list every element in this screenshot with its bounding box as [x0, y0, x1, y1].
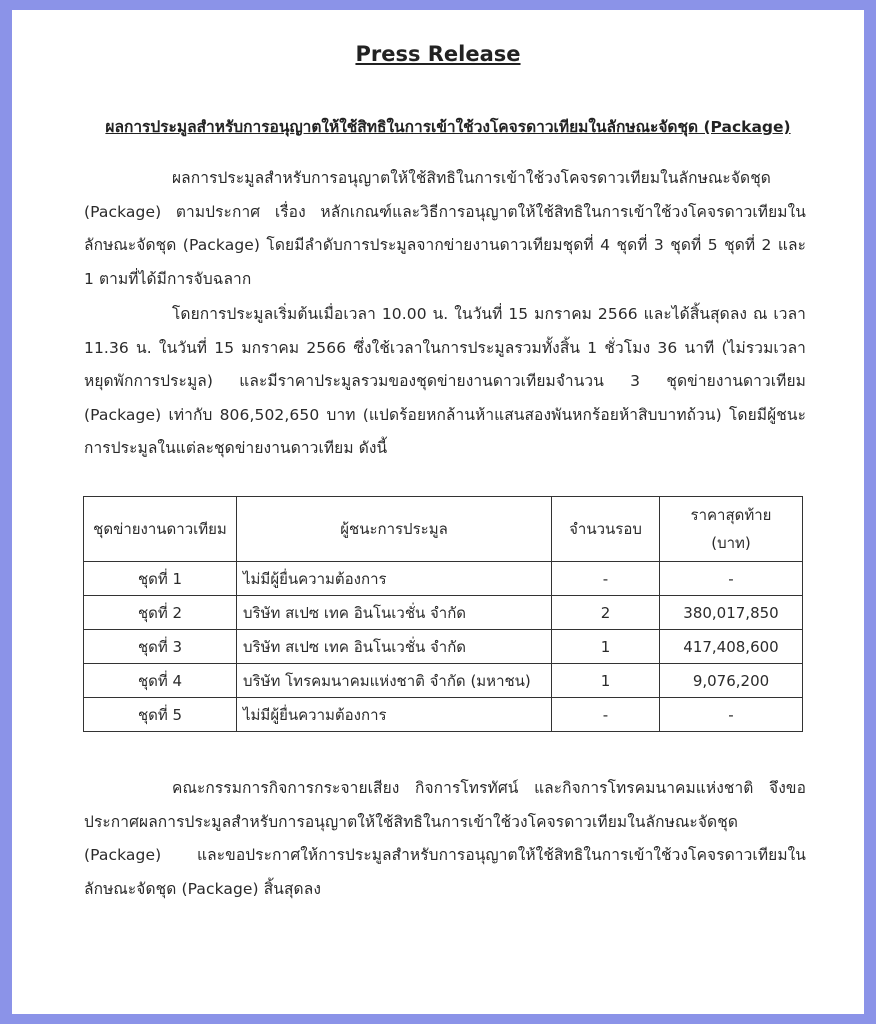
cell-price: 9,076,200	[660, 664, 803, 698]
table-row	[84, 698, 803, 732]
cell-winner: บริษัท โทรคมนาคมแห่งชาติ จำกัด (มหาชน)	[237, 664, 552, 698]
header-price-line2: (บาท)	[711, 534, 751, 552]
paragraph-auction-details: โดยการประมูลเริ่มต้นเมื่อเวลา 10.00 น. ในวันที่ 15 มกราคม 2566 และได้สิ้นสุดลง ณ เวลา 11.36 น. ในวันที่ 15 มกราคม 2566 ซึ่งใช้เวลาในการประมูลรวมทั้งสิ้น 1 ชั่วโมง 36 นาที (ไม่รวมเวลาหยุดพักการประมูล) และมีราคาประมูลรวมของชุดข่ายงานดาวเทียมจำนวน 3 ชุดข่ายงานดาวเทียม (Package) เท่ากับ 806,502,650 บาท (แปดร้อยหกล้านห้าแสนสองพันหกร้อยห้าสิบบาทถ้วน) โดยมีผู้ชนะการประมูลในแต่ละชุดข่ายงานดาวเทียม ดังนี้	[84, 305, 806, 457]
cell-winner: บริษัท สเปซ เทค อินโนเวชั่น จำกัด	[237, 596, 552, 630]
paragraph-conclusion: คณะกรรมการกิจการกระจายเสียง กิจการโทรทัศน์ และกิจการโทรคมนาคมแห่งชาติ จึงขอประกาศผลการประมูลสำหรับการอนุญาตให้ใช้สิทธิในการเข้าใช้วงโคจรดาวเทียมในลักษณะจัดชุด (Package) และขอประกาศให้การประมูลสำหรับการอนุญาตให้ใช้สิทธิในการเข้าใช้วงโคจรดาวเทียมในลักษณะจัดชุด (Package) สิ้นสุดลง	[84, 779, 806, 898]
cell-rounds: -	[552, 562, 660, 596]
table-row	[84, 596, 803, 630]
cell-winner: ไม่มีผู้ยื่นความต้องการ	[237, 698, 552, 732]
cell-package: ชุดที่ 5	[84, 698, 237, 732]
header-price-line1: ราคาสุดท้าย	[690, 506, 772, 524]
cell-price: 380,017,850	[660, 596, 803, 630]
cell-rounds: -	[552, 698, 660, 732]
cell-rounds: 1	[552, 630, 660, 664]
cell-package: ชุดที่ 3	[84, 630, 237, 664]
header-price	[660, 497, 803, 562]
cell-package: ชุดที่ 1	[84, 562, 237, 596]
press-release-page	[12, 10, 864, 1014]
cell-price: -	[660, 562, 803, 596]
header-package: ชุดข่ายงานดาวเทียม	[84, 497, 237, 562]
cell-package: ชุดที่ 4	[84, 664, 237, 698]
header-rounds: จำนวนรอบ	[552, 497, 660, 562]
cell-rounds: 2	[552, 596, 660, 630]
table-row	[84, 630, 803, 664]
header-winner: ผู้ชนะการประมูล	[237, 497, 552, 562]
cell-rounds: 1	[552, 664, 660, 698]
document-subtitle: ผลการประมูลสำหรับการอนุญาตให้ใช้สิทธิในการเข้าใช้วงโคจรดาวเทียมในลักษณะจัดชุด (Package)	[105, 118, 791, 136]
auction-results-table	[83, 496, 803, 732]
cell-price: 417,408,600	[660, 630, 803, 664]
table-row	[84, 562, 803, 596]
table-header-row	[84, 497, 803, 562]
cell-winner: บริษัท สเปซ เทค อินโนเวชั่น จำกัด	[237, 630, 552, 664]
cell-winner: ไม่มีผู้ยื่นความต้องการ	[237, 562, 552, 596]
cell-price: -	[660, 698, 803, 732]
paragraph-intro: ผลการประมูลสำหรับการอนุญาตให้ใช้สิทธิในการเข้าใช้วงโคจรดาวเทียมในลักษณะจัดชุด (Package) ตามประกาศ เรื่อง หลักเกณฑ์และวิธีการอนุญาตให้ใช้สิทธิในการเข้าใช้วงโคจรดาวเทียมในลักษณะจัดชุด (Package) โดยมีลำดับการประมูลจากข่ายงานดาวเทียมชุดที่ 4 ชุดที่ 3 ชุดที่ 5 ชุดที่ 2 และ 1 ตามที่ได้มีการจับฉลาก	[84, 169, 806, 288]
table-row	[84, 664, 803, 698]
document-title: Press Release	[355, 42, 521, 66]
cell-package: ชุดที่ 2	[84, 596, 237, 630]
